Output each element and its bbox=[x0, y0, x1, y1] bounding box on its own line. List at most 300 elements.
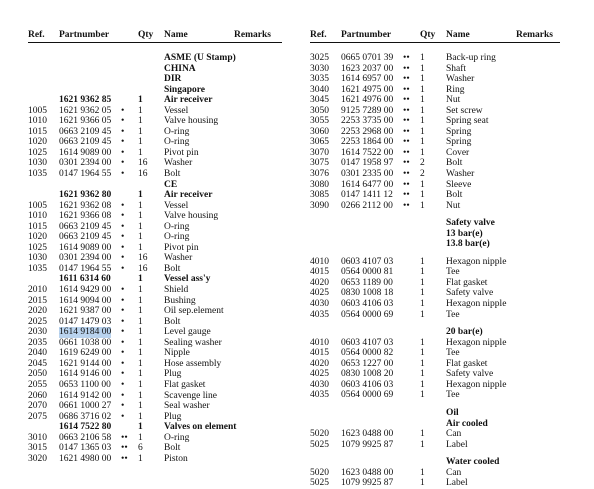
table-row[interactable] bbox=[310, 457, 560, 468]
ref-cell: 4030 bbox=[310, 299, 329, 310]
table-row[interactable] bbox=[310, 85, 560, 96]
qty-cell: 1 bbox=[420, 200, 425, 211]
table-row[interactable] bbox=[310, 53, 560, 64]
dot-marker: •• bbox=[403, 53, 410, 63]
name-cell: Spring bbox=[446, 126, 472, 137]
qty-cell: 16 bbox=[138, 158, 148, 169]
ref-cell: 3045 bbox=[310, 95, 329, 106]
table-row[interactable] bbox=[28, 201, 282, 212]
dot-marker: •• bbox=[121, 432, 128, 443]
ref-cell: 1010 bbox=[28, 116, 47, 127]
ref-cell: 4025 bbox=[310, 288, 329, 299]
qty-cell: 1 bbox=[420, 63, 425, 74]
dot-marker: • bbox=[121, 285, 125, 296]
table-rows bbox=[28, 53, 282, 464]
table-row[interactable] bbox=[310, 348, 560, 359]
ref-cell: 1025 bbox=[28, 242, 47, 253]
dot-marker: • bbox=[121, 137, 125, 148]
partnumber-cell: 1614 9184 00 bbox=[59, 327, 112, 338]
qty-cell: 2 bbox=[420, 169, 425, 180]
qty-cell: 1 bbox=[420, 299, 425, 310]
ref-cell: 4020 bbox=[310, 277, 329, 288]
ref-cell: 2035 bbox=[28, 337, 47, 348]
qty-cell: 1 bbox=[420, 348, 425, 359]
header-name: Name bbox=[164, 30, 188, 40]
ref-cell: 3015 bbox=[28, 443, 47, 454]
table-row[interactable] bbox=[28, 158, 282, 169]
table-row[interactable] bbox=[310, 278, 560, 289]
qty-cell: 16 bbox=[138, 263, 148, 274]
table-row[interactable] bbox=[310, 239, 560, 250]
ref-cell: 1035 bbox=[28, 169, 47, 180]
name-cell: Valves on element bbox=[164, 422, 237, 433]
qty-cell: 1 bbox=[420, 137, 425, 148]
dot-marker: • bbox=[121, 253, 125, 264]
partnumber-cell: 1621 9362 85 bbox=[59, 95, 112, 106]
dot-marker: • bbox=[121, 295, 125, 306]
qty-cell: 1 bbox=[138, 369, 143, 380]
table-row[interactable] bbox=[310, 468, 560, 479]
ref-cell: 1020 bbox=[28, 137, 47, 148]
qty-cell: 1 bbox=[138, 316, 143, 327]
ref-cell: 3060 bbox=[310, 126, 329, 137]
ref-cell: 5025 bbox=[310, 478, 329, 489]
name-cell: Label bbox=[446, 439, 468, 450]
table-row[interactable] bbox=[28, 422, 282, 433]
table-row[interactable] bbox=[28, 243, 282, 254]
table-row[interactable] bbox=[28, 180, 282, 191]
table-row[interactable] bbox=[310, 429, 560, 440]
name-cell: Valve housing bbox=[164, 116, 219, 127]
ref-cell: 1020 bbox=[28, 232, 47, 243]
name-cell: Safety valve bbox=[446, 288, 494, 299]
table-row[interactable] bbox=[310, 127, 560, 138]
table-row[interactable] bbox=[28, 401, 282, 412]
ref-cell: 3010 bbox=[28, 432, 47, 443]
group-spacer bbox=[310, 401, 560, 408]
table-row[interactable] bbox=[310, 95, 560, 106]
partnumber-cell: 0147 1958 97 bbox=[341, 158, 394, 169]
partnumber-cell: 0663 2109 45 bbox=[59, 221, 112, 232]
ref-cell: 2075 bbox=[28, 411, 47, 422]
qty-cell: 1 bbox=[420, 95, 425, 106]
table-row[interactable] bbox=[28, 412, 282, 423]
qty-cell: 1 bbox=[420, 478, 425, 489]
qty-cell: 1 bbox=[420, 369, 425, 380]
qty-cell: 1 bbox=[138, 190, 143, 201]
name-cell: Vessel bbox=[164, 105, 189, 116]
table-row[interactable] bbox=[28, 274, 282, 285]
partnumber-cell: 1621 9362 05 bbox=[59, 105, 112, 116]
qty-cell: 1 bbox=[138, 306, 143, 317]
name-cell: Washer bbox=[164, 158, 193, 169]
table-row[interactable] bbox=[28, 264, 282, 275]
table-row[interactable] bbox=[310, 180, 560, 191]
ref-cell: 1015 bbox=[28, 126, 47, 137]
table-row[interactable] bbox=[28, 369, 282, 380]
qty-cell: 1 bbox=[138, 285, 143, 296]
table-row[interactable] bbox=[28, 253, 282, 264]
ref-cell: 2025 bbox=[28, 316, 47, 327]
table-row[interactable] bbox=[28, 232, 282, 243]
table-row[interactable] bbox=[310, 64, 560, 75]
table-header bbox=[310, 30, 560, 43]
dot-marker: • bbox=[121, 327, 125, 338]
qty-cell: 1 bbox=[420, 439, 425, 450]
name-cell: Water cooled bbox=[446, 457, 500, 468]
partnumber-cell: 0301 2394 00 bbox=[59, 253, 112, 264]
name-cell: Tee bbox=[446, 309, 460, 320]
table-row[interactable] bbox=[28, 317, 282, 328]
table-row[interactable] bbox=[310, 288, 560, 299]
qty-cell: 1 bbox=[420, 267, 425, 278]
qty-cell: 1 bbox=[420, 390, 425, 401]
partnumber-cell: 0663 2106 58 bbox=[59, 432, 112, 443]
dot-marker: • bbox=[121, 390, 125, 401]
ref-cell: 1030 bbox=[28, 158, 47, 169]
dot-marker: •• bbox=[403, 137, 410, 148]
ref-cell: 4010 bbox=[310, 337, 329, 348]
partnumber-cell: 1623 0488 00 bbox=[341, 429, 394, 440]
qty-cell: 1 bbox=[420, 53, 425, 63]
table-row[interactable] bbox=[310, 116, 560, 127]
table-row[interactable] bbox=[310, 190, 560, 201]
table-row[interactable] bbox=[310, 299, 560, 310]
name-cell: Safety valve bbox=[446, 218, 495, 229]
ref-cell: 1005 bbox=[28, 105, 47, 116]
partnumber-cell: 0663 2109 45 bbox=[59, 232, 112, 243]
table-row[interactable] bbox=[28, 137, 282, 148]
name-cell: Back-up ring bbox=[446, 53, 496, 63]
table-row[interactable] bbox=[28, 285, 282, 296]
table-row[interactable] bbox=[310, 229, 560, 240]
name-cell: Bolt bbox=[164, 263, 181, 274]
qty-cell: 1 bbox=[420, 288, 425, 299]
partnumber-cell: 0266 2112 00 bbox=[341, 200, 393, 211]
qty-cell: 1 bbox=[420, 74, 425, 85]
table-row[interactable] bbox=[28, 116, 282, 127]
ref-cell: 3090 bbox=[310, 200, 329, 211]
name-cell: Shaft bbox=[446, 63, 467, 74]
name-cell: Safety valve bbox=[446, 369, 494, 380]
table-row[interactable] bbox=[28, 211, 282, 222]
name-cell: Nipple bbox=[164, 348, 190, 359]
table-row[interactable] bbox=[310, 201, 560, 212]
partnumber-cell: 1621 9362 80 bbox=[59, 190, 112, 201]
table-row[interactable] bbox=[28, 391, 282, 402]
dot-marker: • bbox=[121, 200, 125, 211]
partnumber-cell: 0830 1008 18 bbox=[341, 288, 394, 299]
ref-cell: 2015 bbox=[28, 295, 47, 306]
partnumber-cell: 0603 4107 03 bbox=[341, 337, 394, 348]
table-row[interactable] bbox=[310, 419, 560, 430]
name-cell: Cover bbox=[446, 147, 470, 158]
name-cell: Flat gasket bbox=[164, 379, 206, 390]
name-cell: O-ring bbox=[164, 126, 190, 137]
ref-cell: 4010 bbox=[310, 256, 329, 267]
name-cell: Hexagon nipple bbox=[446, 256, 507, 267]
name-cell: Hose assembly bbox=[164, 358, 222, 369]
table-row[interactable] bbox=[310, 74, 560, 85]
table-row[interactable] bbox=[28, 64, 282, 75]
partnumber-cell: 1623 2037 00 bbox=[341, 63, 394, 74]
ref-cell: 3055 bbox=[310, 116, 329, 127]
header-remarks: Remarks bbox=[516, 30, 553, 40]
partnumber-cell: 1614 7522 00 bbox=[341, 147, 394, 158]
table-row[interactable] bbox=[310, 310, 560, 321]
name-cell: Tee bbox=[446, 348, 460, 359]
table-row[interactable] bbox=[28, 327, 282, 338]
partnumber-cell: 0147 1411 12 bbox=[341, 190, 393, 201]
ref-cell: 3070 bbox=[310, 147, 329, 158]
partnumber-cell: 0665 0701 39 bbox=[341, 53, 394, 63]
qty-cell: 1 bbox=[138, 390, 143, 401]
table-row[interactable] bbox=[310, 390, 560, 401]
table-row[interactable] bbox=[310, 257, 560, 268]
table-row[interactable] bbox=[310, 327, 560, 338]
partnumber-cell: 1614 6957 00 bbox=[341, 74, 394, 85]
name-cell: Oil sep.element bbox=[164, 306, 224, 317]
partnumber-cell: 2253 3735 00 bbox=[341, 116, 394, 127]
name-cell: Plug bbox=[164, 411, 182, 422]
qty-cell: 6 bbox=[138, 443, 143, 454]
table-row[interactable] bbox=[310, 218, 560, 229]
partnumber-cell: 1621 9144 00 bbox=[59, 358, 112, 369]
ref-cell: 1035 bbox=[28, 263, 47, 274]
table-row[interactable] bbox=[310, 440, 560, 451]
dot-marker: • bbox=[121, 105, 125, 116]
table-row[interactable] bbox=[28, 443, 282, 454]
ref-cell: 2045 bbox=[28, 358, 47, 369]
table-row[interactable] bbox=[28, 53, 282, 64]
table-row[interactable] bbox=[28, 306, 282, 317]
header-name: Name bbox=[446, 30, 470, 40]
name-cell: O-ring bbox=[164, 137, 190, 148]
ref-cell: 2070 bbox=[28, 401, 47, 412]
name-cell: Can bbox=[446, 467, 462, 478]
name-cell: O-ring bbox=[164, 232, 190, 243]
qty-cell: 1 bbox=[420, 277, 425, 288]
name-cell: Can bbox=[446, 429, 462, 440]
name-cell: Vessel ass'y bbox=[164, 274, 211, 285]
partnumber-cell: 2253 1864 00 bbox=[341, 137, 394, 148]
table-row[interactable] bbox=[310, 158, 560, 169]
table-row[interactable] bbox=[28, 296, 282, 307]
dot-marker: •• bbox=[403, 126, 410, 137]
dot-marker: •• bbox=[403, 116, 410, 127]
ref-cell: 3035 bbox=[310, 74, 329, 85]
ref-cell: 1025 bbox=[28, 147, 47, 158]
group-spacer bbox=[310, 450, 560, 457]
name-cell: Washer bbox=[446, 74, 475, 85]
table-row[interactable] bbox=[28, 190, 282, 201]
dot-marker: •• bbox=[403, 84, 410, 95]
name-cell: CE bbox=[164, 179, 178, 190]
table-row[interactable] bbox=[310, 169, 560, 180]
ref-cell: 2060 bbox=[28, 390, 47, 401]
partnumber-cell: 0564 0000 81 bbox=[341, 267, 394, 278]
table-row[interactable] bbox=[28, 359, 282, 370]
partnumber-cell: 0653 1100 00 bbox=[59, 379, 111, 390]
qty-cell: 1 bbox=[420, 309, 425, 320]
partnumber-cell: 1619 6249 00 bbox=[59, 348, 112, 359]
dot-marker: •• bbox=[403, 200, 410, 211]
name-cell: Tee bbox=[446, 267, 460, 278]
partnumber-cell: 1614 9429 00 bbox=[59, 285, 112, 296]
ref-cell: 3076 bbox=[310, 169, 329, 180]
name-cell: Valve housing bbox=[164, 211, 219, 222]
qty-cell: 1 bbox=[138, 422, 143, 433]
dot-marker: • bbox=[121, 348, 125, 359]
table-row[interactable] bbox=[310, 408, 560, 419]
partnumber-cell: 1621 9387 00 bbox=[59, 306, 112, 317]
table-row[interactable] bbox=[310, 148, 560, 159]
dot-marker: • bbox=[121, 316, 125, 327]
partnumber-cell: 0830 1008 20 bbox=[341, 369, 394, 380]
ref-cell: 5020 bbox=[310, 467, 329, 478]
name-cell: 13.8 bar(e) bbox=[446, 239, 490, 250]
table-row[interactable] bbox=[28, 74, 282, 85]
qty-cell: 1 bbox=[420, 256, 425, 267]
dot-marker: •• bbox=[403, 74, 410, 85]
dot-marker: •• bbox=[403, 63, 410, 74]
dot-marker: •• bbox=[403, 105, 410, 116]
dot-marker: • bbox=[121, 232, 125, 243]
table-row[interactable] bbox=[28, 95, 282, 106]
partnumber-cell: 0147 1964 55 bbox=[59, 169, 112, 180]
qty-cell: 1 bbox=[138, 242, 143, 253]
header-partnumber: Partnumber bbox=[341, 30, 392, 40]
qty-cell: 1 bbox=[138, 147, 143, 158]
dot-marker: •• bbox=[121, 453, 128, 464]
dot-marker: • bbox=[121, 169, 125, 180]
header-qty: Qty bbox=[138, 30, 154, 40]
ref-cell: 4030 bbox=[310, 379, 329, 390]
qty-cell: 1 bbox=[138, 327, 143, 338]
table-row[interactable] bbox=[28, 106, 282, 117]
table-row[interactable] bbox=[28, 380, 282, 391]
qty-cell: 1 bbox=[138, 379, 143, 390]
ref-cell: 3075 bbox=[310, 158, 329, 169]
partnumber-cell: 0663 2109 45 bbox=[59, 126, 112, 137]
qty-cell: 2 bbox=[420, 158, 425, 169]
name-cell: Hexagon nipple bbox=[446, 337, 507, 348]
partnumber-cell: 1611 6314 60 bbox=[59, 274, 111, 285]
ref-cell: 3080 bbox=[310, 179, 329, 190]
group-spacer bbox=[310, 250, 560, 257]
table-row[interactable] bbox=[28, 348, 282, 359]
table-row[interactable] bbox=[28, 169, 282, 180]
table-row[interactable] bbox=[310, 380, 560, 391]
ref-cell: 2050 bbox=[28, 369, 47, 380]
name-cell: Nut bbox=[446, 95, 461, 106]
ref-cell: 3050 bbox=[310, 105, 329, 116]
name-cell: Washer bbox=[446, 169, 475, 180]
table-row[interactable] bbox=[310, 478, 560, 489]
table-row[interactable] bbox=[28, 127, 282, 138]
table-row[interactable] bbox=[310, 267, 560, 278]
table-row[interactable] bbox=[28, 85, 282, 96]
name-cell: Spring seat bbox=[446, 116, 489, 127]
qty-cell: 1 bbox=[420, 467, 425, 478]
dot-marker: • bbox=[121, 411, 125, 422]
dot-marker: • bbox=[121, 263, 125, 274]
qty-cell: 1 bbox=[420, 147, 425, 158]
name-cell: Bolt bbox=[164, 316, 181, 327]
partnumber-cell: 0564 0000 69 bbox=[341, 309, 394, 320]
partnumber-cell: 0603 4106 03 bbox=[341, 379, 394, 390]
name-cell: 20 bar(e) bbox=[446, 327, 483, 338]
partnumber-cell: 0147 1479 03 bbox=[59, 316, 112, 327]
ref-cell: 3065 bbox=[310, 137, 329, 148]
dot-marker: •• bbox=[403, 179, 410, 190]
partnumber-cell: 1614 7522 80 bbox=[59, 422, 112, 433]
name-cell: Washer bbox=[164, 253, 193, 264]
partnumber-cell: 1079 9925 87 bbox=[341, 478, 394, 489]
ref-cell: 3025 bbox=[310, 53, 329, 63]
ref-cell: 4015 bbox=[310, 267, 329, 278]
table-header bbox=[28, 30, 282, 43]
dot-marker: • bbox=[121, 211, 125, 222]
table-row[interactable] bbox=[310, 137, 560, 148]
dot-marker: •• bbox=[403, 147, 410, 158]
table-row[interactable] bbox=[310, 359, 560, 370]
ref-cell: 2010 bbox=[28, 285, 47, 296]
dot-marker: • bbox=[121, 306, 125, 317]
name-cell: Spring bbox=[446, 137, 472, 148]
table-row[interactable] bbox=[310, 338, 560, 349]
table-row[interactable] bbox=[28, 148, 282, 159]
qty-cell: 1 bbox=[138, 337, 143, 348]
table-row[interactable] bbox=[310, 369, 560, 380]
header-ref: Ref. bbox=[28, 30, 45, 40]
dot-marker: • bbox=[121, 369, 125, 380]
qty-cell: 1 bbox=[138, 95, 143, 106]
partnumber-cell: 2253 2968 00 bbox=[341, 126, 394, 137]
qty-cell: 1 bbox=[138, 221, 143, 232]
dot-marker: • bbox=[121, 116, 125, 127]
qty-cell: 1 bbox=[420, 337, 425, 348]
dot-marker: •• bbox=[403, 190, 410, 201]
dot-marker: • bbox=[121, 126, 125, 137]
partnumber-cell: 0564 0000 69 bbox=[341, 390, 394, 401]
parts-table-left bbox=[28, 30, 282, 464]
name-cell: ASME (U Stamp) bbox=[164, 53, 236, 63]
name-cell: O-ring bbox=[164, 432, 190, 443]
table-row[interactable] bbox=[28, 222, 282, 233]
name-cell: Scavenge line bbox=[164, 390, 218, 401]
dot-marker: •• bbox=[403, 95, 410, 106]
qty-cell: 1 bbox=[420, 358, 425, 369]
table-row[interactable] bbox=[310, 106, 560, 117]
partnumber-cell: 1614 6477 00 bbox=[341, 179, 394, 190]
name-cell: Bolt bbox=[164, 443, 181, 454]
table-row[interactable] bbox=[28, 454, 282, 465]
qty-cell: 1 bbox=[138, 211, 143, 222]
name-cell: Flat gasket bbox=[446, 358, 488, 369]
table-rows bbox=[310, 53, 560, 489]
qty-cell: 1 bbox=[138, 137, 143, 148]
name-cell: Nut bbox=[446, 200, 461, 211]
table-row[interactable] bbox=[28, 433, 282, 444]
ref-cell: 2020 bbox=[28, 306, 47, 317]
name-cell: Plug bbox=[164, 369, 182, 380]
table-row[interactable] bbox=[28, 338, 282, 349]
partnumber-cell: 1614 9089 00 bbox=[59, 242, 112, 253]
name-cell: DIR bbox=[164, 74, 182, 85]
qty-cell: 1 bbox=[138, 401, 143, 412]
name-cell: Air cooled bbox=[446, 418, 488, 429]
